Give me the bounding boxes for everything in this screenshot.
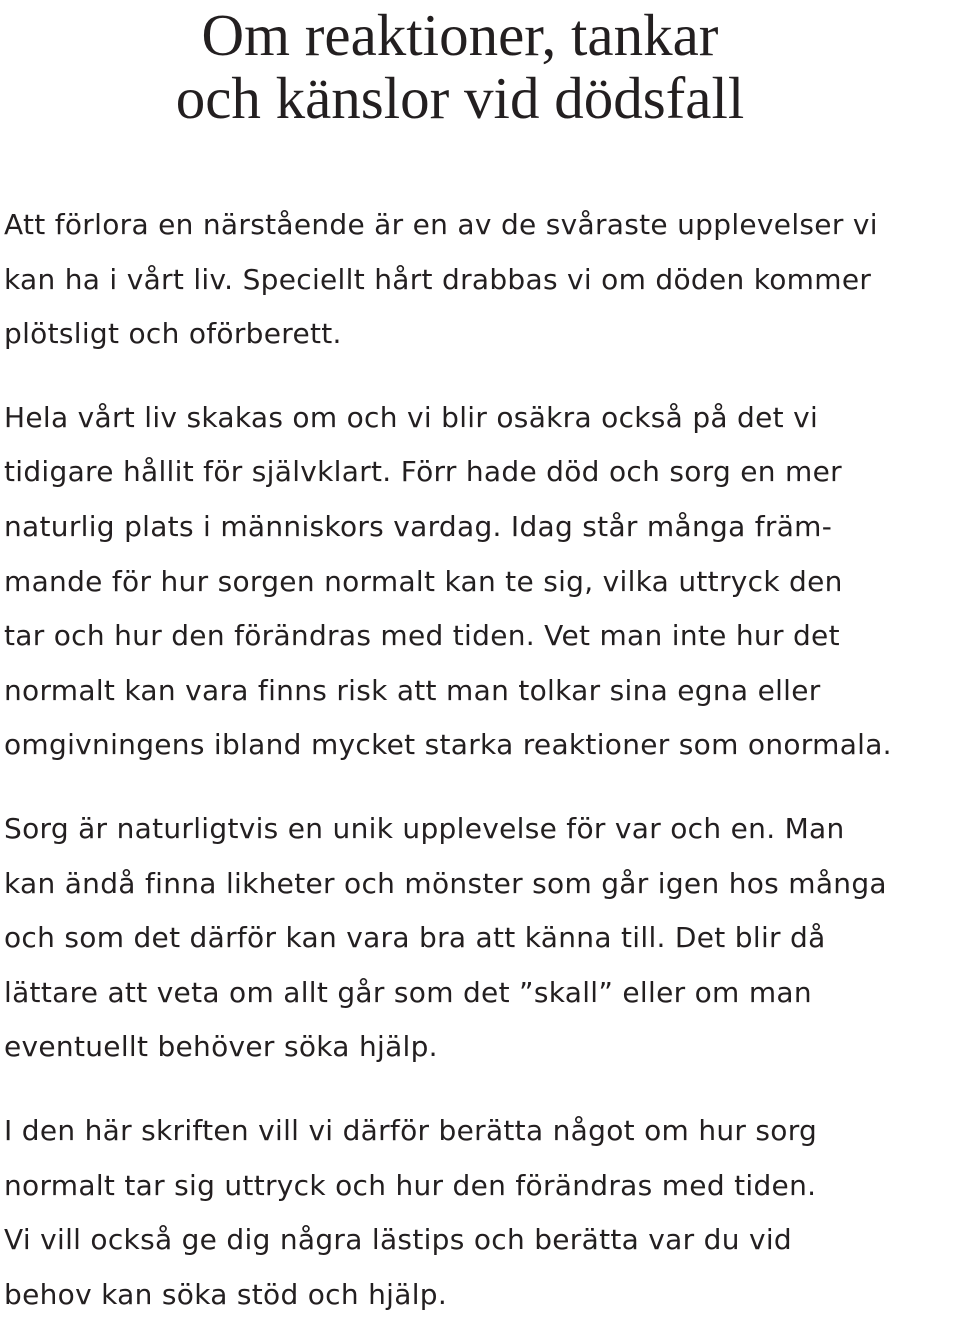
text-line: tar och hur den förändras med tiden. Vet man inte hur det [4, 619, 840, 653]
paragraph-purpose [4, 1104, 956, 1322]
paragraph-unique-grief [4, 802, 956, 1075]
paragraph-intro [4, 198, 956, 362]
text-line: Hela vårt liv skakas om och vi blir osäkra också på det vi [4, 400, 819, 434]
text-line: omgivningens ibland mycket starka reaktioner som onormala. [4, 728, 892, 762]
text-line: normalt kan vara finns risk att man tolkar sina egna eller [4, 673, 821, 707]
text-line: behov kan söka stöd och hjälp. [4, 1277, 448, 1311]
text-line: och som det därför kan vara bra att känna till. Det blir då [4, 921, 826, 955]
text-line: naturlig plats i människors vardag. Idag står många främ- [4, 509, 833, 543]
text-line: I den här skriften vill vi därför berätta något om hur sorg [4, 1113, 818, 1147]
text-line: Att förlora en närstående är en av de svåraste upplevelser vi [4, 208, 878, 241]
paragraph-life-shaken [4, 391, 956, 773]
text-line: kan ändå finna likheter och mönster som går igen hos många [4, 866, 887, 900]
text-line: eventuellt behöver söka hjälp. [4, 1030, 438, 1064]
text-line: normalt tar sig uttryck och hur den förändras med tiden. [4, 1168, 817, 1202]
text-line: mande för hur sorgen normalt kan te sig, vilka uttryck den [4, 564, 843, 598]
text-line: tidigare hållit för självklart. Förr hade död och sorg en mer [4, 455, 842, 489]
text-line: Sorg är naturligtvis en unik upplevelse för var och en. Man [4, 811, 845, 845]
title-line: och känslor vid dödsfall [175, 65, 745, 131]
text-line: Vi vill också ge dig några lästips och berätta var du vid [4, 1223, 792, 1257]
text-line: lättare att veta om allt går som det ”skall” eller om man [4, 975, 812, 1009]
page-title [0, 0, 920, 130]
text-line: kan ha i vårt liv. Speciellt hårt drabbas vi om döden kommer [4, 262, 872, 296]
title-line: Om reaktioner, tankar [201, 2, 719, 68]
text-line: plötsligt och oförberett. [4, 317, 342, 351]
body-text [4, 198, 956, 1322]
